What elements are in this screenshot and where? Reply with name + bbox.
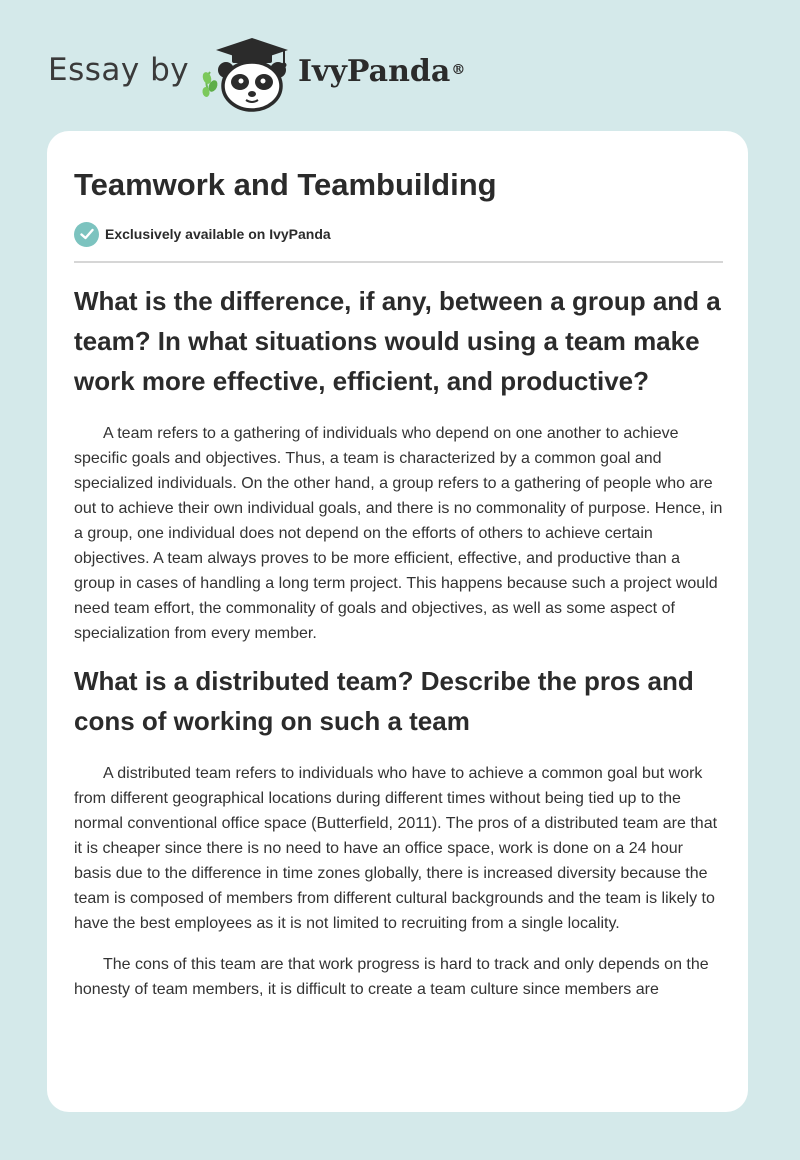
- brand-text: IvyPanda: [298, 54, 451, 89]
- badge-label: Exclusively available on IvyPanda: [105, 226, 331, 242]
- title-divider: [74, 261, 723, 263]
- exclusive-badge: [74, 221, 331, 247]
- essay-by-label: Essay by: [48, 52, 190, 88]
- section-heading: What is the difference, if any, between a group and a team? In what situations would using a team make work more effective, efficient, and productive?: [74, 286, 721, 396]
- panda-logo-icon[interactable]: [196, 36, 296, 112]
- section-paragraph: A team refers to a gathering of individuals who depend on one another to achieve specific goals and objectives. Thus, a team is characterized by a common goal and specialized individuals. On the other hand, a group refers to a gathering of people who are out to achieve their own individual goals, and there is no commonality of purpose. Hence, in a group, one individual does not depend on the efforts of others to achieve certain objectives. A team always proves to be more efficient, effective, and productive than a group in cases of handling a long term project. This happens because such a project would need team effort, the commonality of goals and objectives, as well as some aspect of specialization from every member.: [74, 425, 723, 642]
- essay-content: [74, 281, 724, 1018]
- registered-mark: ®: [451, 62, 466, 78]
- section-paragraph: A distributed team refers to individuals who have to achieve a common goal but work from different geographical locations during different times without being tied up to the normal conventional office space (Butterfield, 2011). The pros of a distributed team are that it is cheaper since there is no need to have an office space, work is done on a 24 hour basis due to the difference in time zones globally, there is increased diversity because the team is composed of members from different cultural backgrounds and the team is likely to have the best employees as it is not limited to recruiting from a single locality.: [74, 765, 718, 932]
- section-heading: What is a distributed team? Describe the pros and cons of working on such a team: [74, 666, 694, 736]
- site-header: [0, 0, 800, 120]
- section-paragraph: The cons of this team are that work progress is hard to track and only depends on the honesty of team members, it is difficult to create a team culture since members are: [74, 956, 709, 998]
- brand-name[interactable]: [298, 52, 465, 92]
- essay-card: [47, 131, 748, 1112]
- page-title: Teamwork and Teambuilding: [74, 167, 497, 202]
- checkmark-icon: [74, 222, 99, 247]
